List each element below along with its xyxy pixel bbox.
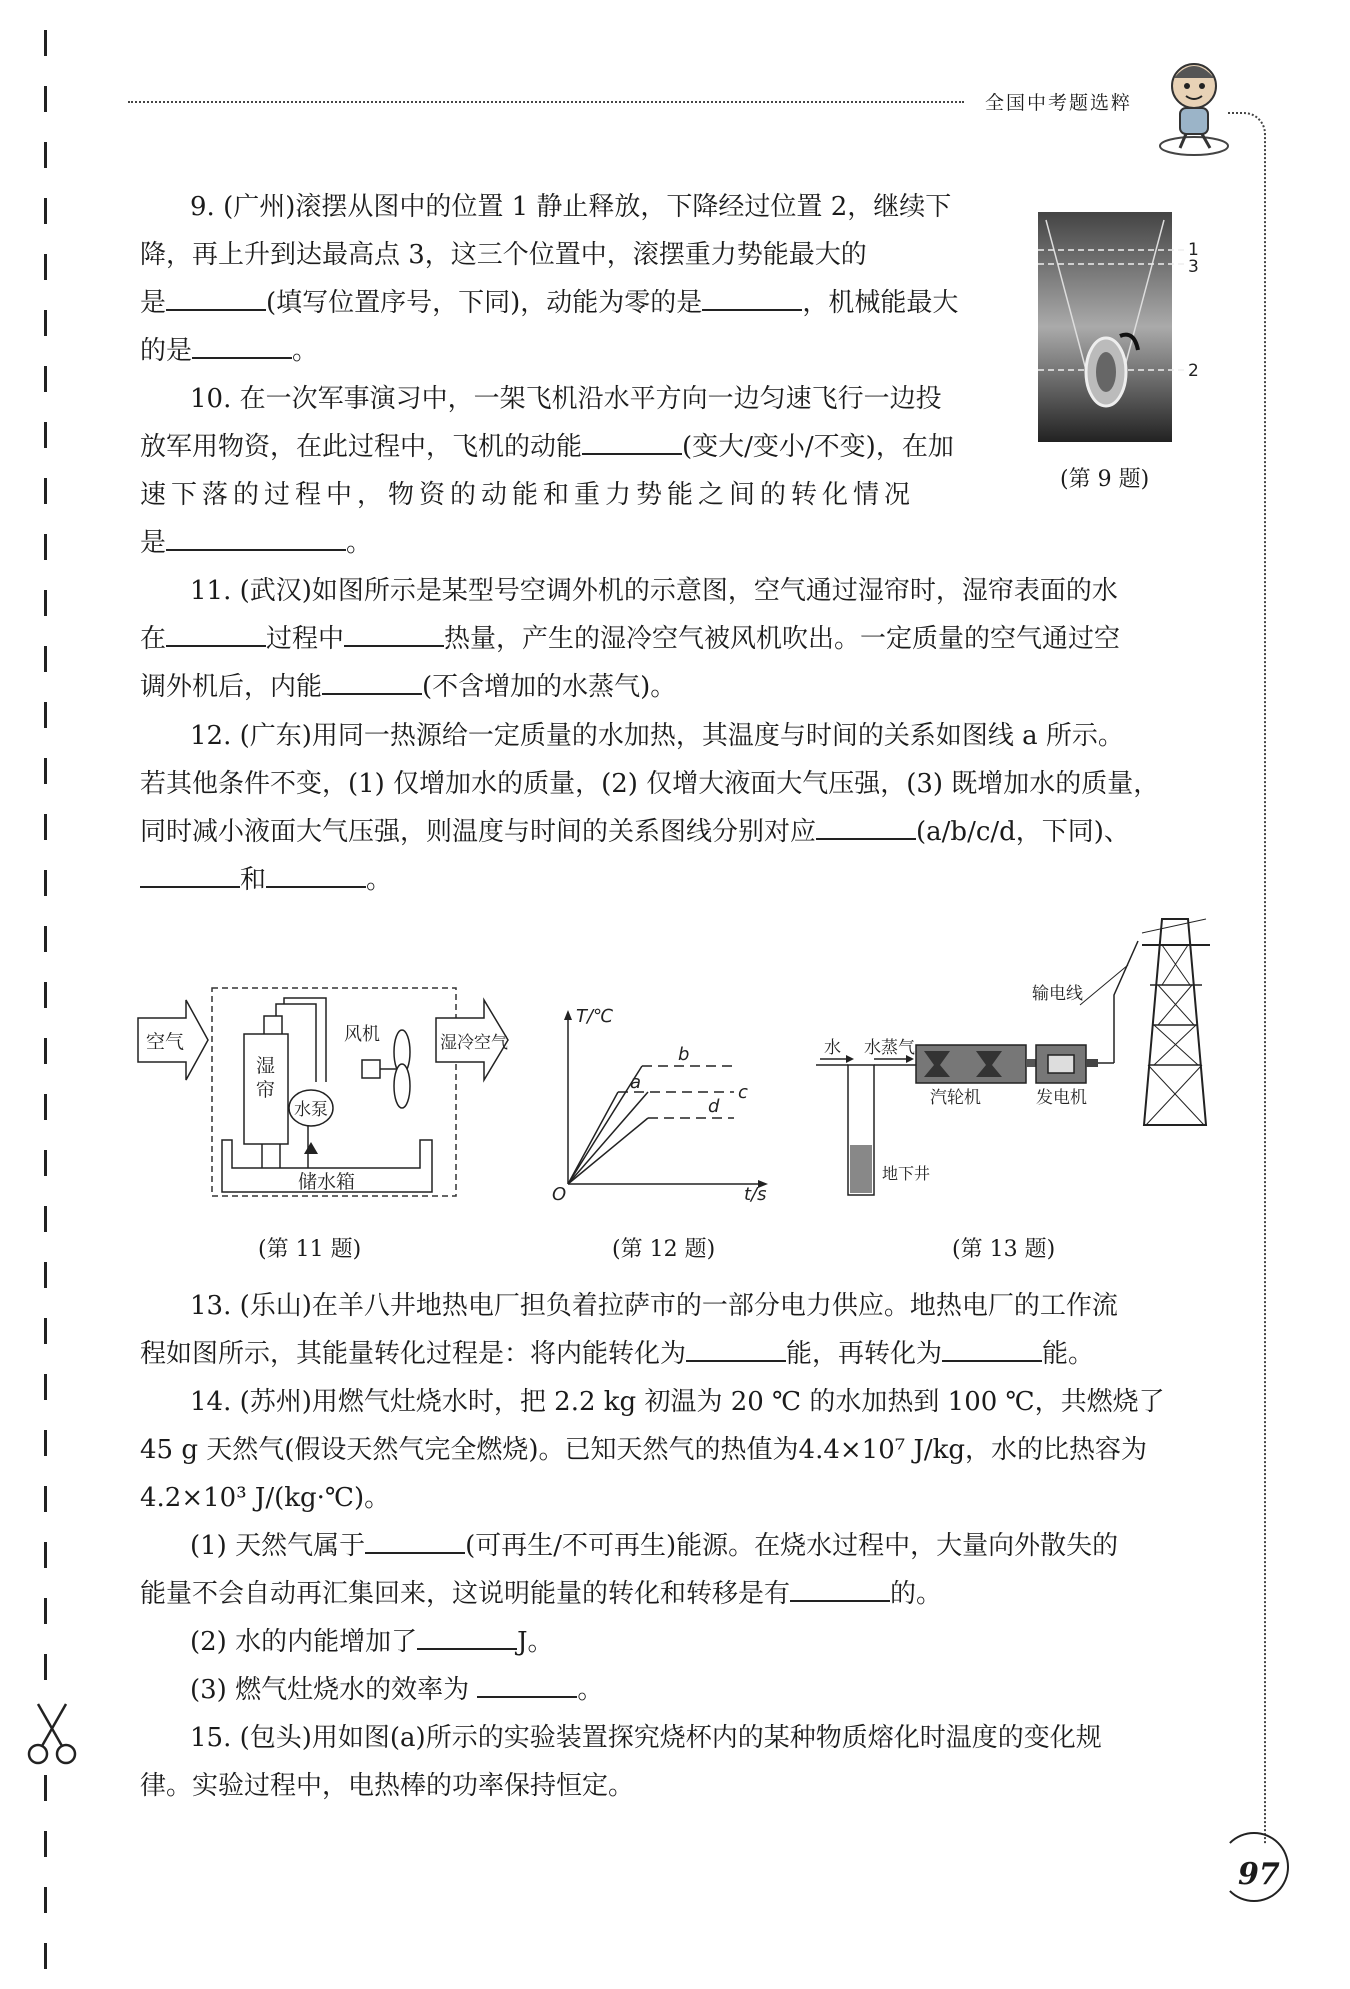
q9-text: 是	[140, 288, 167, 318]
q13-line-1: 13. (乐山)在羊八井地热电厂担负着拉萨市的一部分电力供应。地热电厂的工作流	[190, 1291, 1118, 1321]
q15-line-1: 15. (包头)用如图(a)所示的实验装置探究烧杯内的某种物质熔化时温度的变化规	[190, 1723, 1102, 1753]
q9-text: ，机械能最大	[802, 288, 959, 318]
header-title: 全国中考题选粹	[985, 92, 1133, 114]
q14-text: 的。	[890, 1579, 943, 1609]
fan-label: 风机	[344, 1024, 380, 1045]
answer-blank[interactable]	[417, 1624, 517, 1650]
q11-text: 热量，产生的湿冷空气被风机吹出。一定质量的空气通过空	[444, 624, 1121, 654]
line-label: a	[630, 1072, 642, 1093]
q9-text: 的是	[140, 336, 193, 366]
answer-blank[interactable]	[166, 621, 266, 647]
q9-text: 。	[292, 336, 319, 366]
q13-text: 程如图所示，其能量转化过程是：将内能转化为	[140, 1339, 687, 1369]
answer-blank[interactable]	[582, 429, 682, 455]
figure-caption: (第 9 题)	[1060, 467, 1150, 492]
generator-label: 发电机	[1036, 1088, 1087, 1108]
answer-blank[interactable]	[166, 525, 346, 551]
q11-line-1: 11. (武汉)如图所示是某型号空调外机的示意图，空气通过湿帘时，湿帘表面的水	[190, 576, 1118, 606]
water-label: 水	[824, 1038, 841, 1058]
q10-line-3: 速下落的过程中，物资的动能和重力势能之间的转化情况	[140, 480, 916, 510]
wire-label: 输电线	[1032, 984, 1083, 1004]
curtain-label: 湿帘	[256, 1055, 276, 1101]
position-label: 1	[1188, 240, 1199, 260]
q14-line-2: 45 g 天然气(假设天然气完全燃烧)。已知天然气的热值为4.4×10⁷ J/kg，水的比热容为	[140, 1435, 1148, 1465]
air-out-label: 湿冷空气	[440, 1033, 508, 1053]
question-12	[140, 712, 1220, 904]
answer-blank[interactable]	[686, 1336, 786, 1362]
answer-blank[interactable]	[477, 1672, 577, 1698]
line-label: d	[708, 1096, 720, 1117]
q10-line-1: 10. 在一次军事演习中，一架飞机沿水平方向一边匀速飞行一边投	[190, 384, 942, 414]
q12-text: (a/b/c/d，下同)、	[916, 817, 1130, 847]
question-13	[140, 1282, 1220, 1378]
q14-line-3: 4.2×10³ J/(kg·℃)。	[140, 1483, 391, 1513]
q14-line-1: 14. (苏州)用燃气灶烧水时，把 2.2 kg 初温为 20 ℃ 的水加热到 100 ℃，共燃烧了	[190, 1387, 1165, 1417]
q10-text: (变大/变小/不变)，在加	[682, 432, 954, 462]
q14-text: 。	[577, 1675, 604, 1705]
answer-blank[interactable]	[140, 862, 240, 888]
y-axis-label: T/℃	[576, 1006, 614, 1027]
q10-text: 放军用物资，在此过程中，飞机的动能	[140, 432, 583, 462]
answer-blank[interactable]	[322, 669, 422, 695]
figure-caption: (第 11 题)	[258, 1237, 362, 1262]
steam-label: 水蒸气	[864, 1038, 915, 1058]
q9-line-1: 9. (广州)滚摆从图中的位置 1 静止释放，下降经过位置 2，继续下	[190, 192, 952, 222]
origin-label: O	[552, 1184, 567, 1202]
q11-text: 调外机后，内能	[140, 672, 323, 702]
answer-blank[interactable]	[942, 1336, 1042, 1362]
q13-text: 能。	[1042, 1339, 1095, 1369]
q10-text: 。	[346, 528, 373, 558]
answer-blank[interactable]	[266, 862, 366, 888]
figure-caption: (第 13 题)	[952, 1237, 1056, 1262]
position-label: 3	[1188, 257, 1199, 277]
temperature-time-graph	[548, 1002, 768, 1202]
q14-text: 能量不会自动再汇集回来，这说明能量的转化和转移是有	[140, 1579, 791, 1609]
x-axis-label: t/s	[744, 1184, 767, 1202]
cartoon-mascot-icon	[1150, 52, 1234, 158]
question-9	[140, 183, 1020, 375]
q12-text: 同时减小液面大气压强，则温度与时间的关系图线分别对应	[140, 817, 817, 847]
answer-blank[interactable]	[192, 333, 292, 359]
header-rule	[128, 101, 964, 103]
question-14	[140, 1378, 1220, 1714]
scissors-icon	[22, 1700, 82, 1766]
q10-text: 是	[140, 528, 167, 558]
geothermal-plant-figure	[810, 915, 1220, 1205]
air-in-label: 空气	[146, 1031, 185, 1053]
q9-line-2: 降，再上升到达最高点 3，这三个位置中，滚摆重力势能最大的	[140, 240, 867, 270]
q12-text: 和	[240, 865, 267, 895]
question-15	[140, 1714, 1220, 1810]
line-label: b	[678, 1044, 690, 1065]
turbine-label: 汽轮机	[930, 1088, 981, 1108]
answer-blank[interactable]	[702, 285, 802, 311]
q12-line-2: 若其他条件不变，(1) 仅增加水的质量，(2) 仅增大液面大气压强，(3) 既增加水的质量，	[140, 769, 1160, 799]
page-number: 97	[1238, 1857, 1280, 1892]
position-label: 2	[1188, 361, 1199, 381]
q11-text: (不含增加的水蒸气)。	[422, 672, 677, 702]
answer-blank[interactable]	[790, 1576, 890, 1602]
q14-text: (1) 天然气属于	[190, 1531, 366, 1561]
q11-text: 过程中	[266, 624, 345, 654]
q14-text: (2) 水的内能增加了	[190, 1627, 418, 1657]
q12-line-1: 12. (广东)用同一热源给一定质量的水加热，其温度与时间的关系如图线 a 所示。	[190, 721, 1124, 751]
figure-caption: (第 12 题)	[612, 1237, 716, 1262]
question-11	[140, 567, 1220, 711]
answer-blank[interactable]	[365, 1528, 465, 1554]
q14-text: (可再生/不可再生)能源。在烧水过程中，大量向外散失的	[465, 1531, 1119, 1561]
question-10	[140, 375, 1020, 567]
q9-text: (填写位置序号，下同)，动能为零的是	[266, 288, 703, 318]
air-conditioner-figure	[134, 982, 534, 1212]
answer-blank[interactable]	[344, 621, 444, 647]
tank-label: 储水箱	[298, 1171, 356, 1193]
pump-label: 水泵	[294, 1100, 328, 1120]
q12-text: 。	[366, 865, 393, 895]
rolling-pendulum-figure	[1038, 212, 1218, 442]
q14-text: (3) 燃气灶烧水的效率为	[190, 1675, 470, 1705]
q15-line-2: 律。实验过程中，电热棒的功率保持恒定。	[140, 1771, 635, 1801]
answer-blank[interactable]	[816, 814, 916, 840]
q14-text: J。	[517, 1627, 554, 1657]
q11-text: 在	[140, 624, 167, 654]
line-label: c	[738, 1082, 748, 1103]
right-dotted-border	[1228, 112, 1266, 1844]
answer-blank[interactable]	[166, 285, 266, 311]
well-label: 地下井	[882, 1164, 931, 1183]
q13-text: 能，再转化为	[786, 1339, 943, 1369]
